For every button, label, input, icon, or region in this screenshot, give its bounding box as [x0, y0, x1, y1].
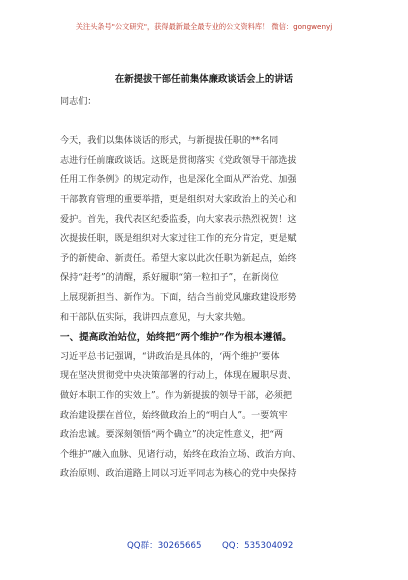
- paragraph-line: 志进行任前廉政谈话。这既是贯彻落实《党政领导干部选拔: [60, 155, 297, 166]
- footer-qq-number: QQ：535304092: [222, 541, 294, 551]
- paragraph-line: 政治原则、政治道路上同以习近平同志为核心的党中央保持: [60, 469, 297, 480]
- document-body: [60, 93, 360, 485]
- paragraph-line: 政治忠诚。要深刻领悟“两个确立”的决定性意义，把“两: [60, 430, 284, 441]
- document-title: 在新提拔干部任前集体廉政谈话会上的讲话: [114, 74, 294, 85]
- paragraph-line: 次提拔任职，既是组织对大家过往工作的充分肯定，更是赋: [60, 234, 297, 245]
- paragraph-line: [60, 113, 360, 133]
- paragraph-line: 保持“赶考”的清醒，系好履职“第一粒扣子”，在新岗位: [60, 273, 279, 284]
- paragraph-line: 上展现新担当、新作为。下面，结合当前党风廉政建设形势: [60, 292, 297, 303]
- footer-qq-group: QQ群：30265665: [127, 541, 202, 551]
- paragraph-line: 现在坚决贯彻党中央决策部署的行动上，体现在履职尽责、: [60, 371, 297, 382]
- paragraph-line: 政治建设摆在首位，始终做政治上的“明白人”。一要筑牢: [60, 410, 288, 421]
- paragraph-line: 今天，我们以集体谈话的形式，与新提拔任职的**名同: [60, 136, 279, 147]
- promo-banner: 关注头条号"公文研究"，获得最新最全最专业的公文资料库！ 微信：gongwenyj: [75, 22, 333, 31]
- paragraph-line: 任用工作条例》的规定动作，也是深化全面从严治党、加强: [60, 175, 297, 186]
- paragraph-line: 做好本职工作的实效上”。作为新提拔的领导干部，必须把: [60, 390, 292, 401]
- paragraph-line: 同志们：: [60, 97, 97, 107]
- section-heading: 一、提高政治站位，始终把“两个维护”作为根本遵循。: [60, 332, 292, 344]
- paragraph-line: 习近平总书记强调，“讲政治是具体的，‘两个维护’要体: [60, 351, 280, 362]
- paragraph-line: 干部教育管理的重要举措，更是组织对大家政治上的关心和: [60, 194, 297, 205]
- paragraph-line: 爱护。首先，我代表区纪委监委，向大家表示热烈祝贺！这: [60, 214, 297, 225]
- paragraph-line: 个维护”融入血脉、见诸行动，始终在政治立场、政治方向、: [60, 449, 302, 460]
- paragraph-line: 和干部队伍实际，我讲四点意见，与大家共勉。: [60, 312, 251, 323]
- paragraph-line: 予的新使命、新责任。希望大家以此次任职为新起点，始终: [60, 253, 297, 264]
